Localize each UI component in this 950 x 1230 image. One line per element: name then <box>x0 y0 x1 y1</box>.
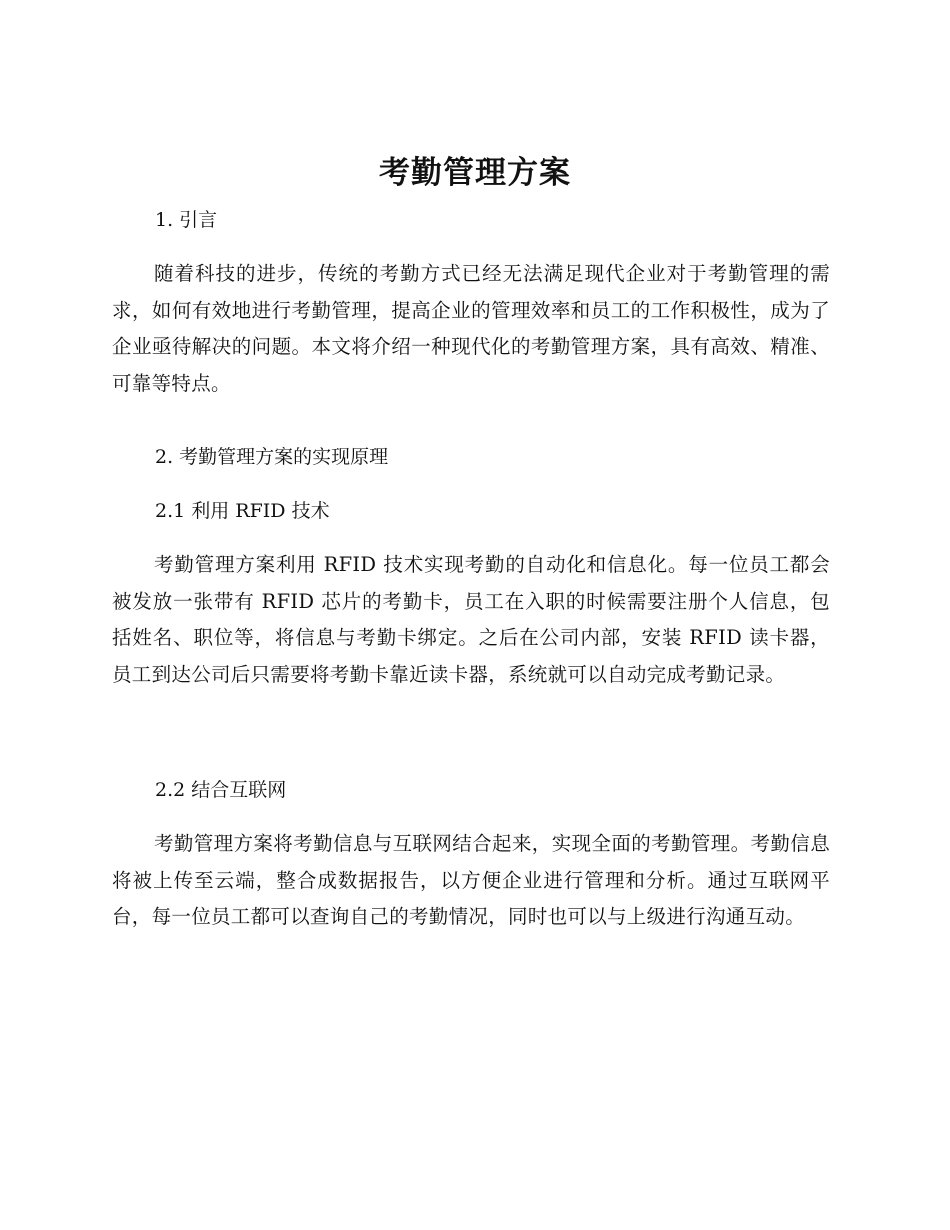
section-paragraph-internet: 考勤管理方案将考勤信息与互联网结合起来，实现全面的考勤管理。考勤信息将被上传至云端，整合成数据报告，以方便企业进行管理和分析。通过互联网平台，每一位员工都可以查询自己的考勤情况，同时也可以与上级进行沟通互动。 <box>112 832 830 928</box>
section-paragraph-rfid: 考勤管理方案利用 RFID 技术实现考勤的自动化和信息化。每一位员工都会被发放一张带有 RFID 芯片的考勤卡，员工在入职的时候需要注册个人信息，包括姓名、职位等，将信息与考勤卡绑定。之后在公司内部，安装 RFID 读卡器，员工到达公司后只需要将考勤卡靠近读卡器，系统就可以自动完成考勤记录。 <box>112 553 830 686</box>
section-heading-internet: 2.2 结合互联网 <box>155 779 287 801</box>
section-heading-rfid: 2.1 利用 RFID 技术 <box>155 500 330 522</box>
document-title: 考勤管理方案 <box>379 155 571 191</box>
section-paragraph-intro: 随着科技的进步，传统的考勤方式已经无法满足现代企业对于考勤管理的需求，如何有效地进行考勤管理，提高企业的管理效率和员工的工作积极性，成为了企业亟待解决的问题。本文将介绍一种现代化的考勤管理方案，具有高效、精准、可靠等特点。 <box>112 262 830 395</box>
section-heading-intro: 1. 引言 <box>155 209 218 231</box>
section-heading-principle: 2. 考勤管理方案的实现原理 <box>155 446 389 468</box>
